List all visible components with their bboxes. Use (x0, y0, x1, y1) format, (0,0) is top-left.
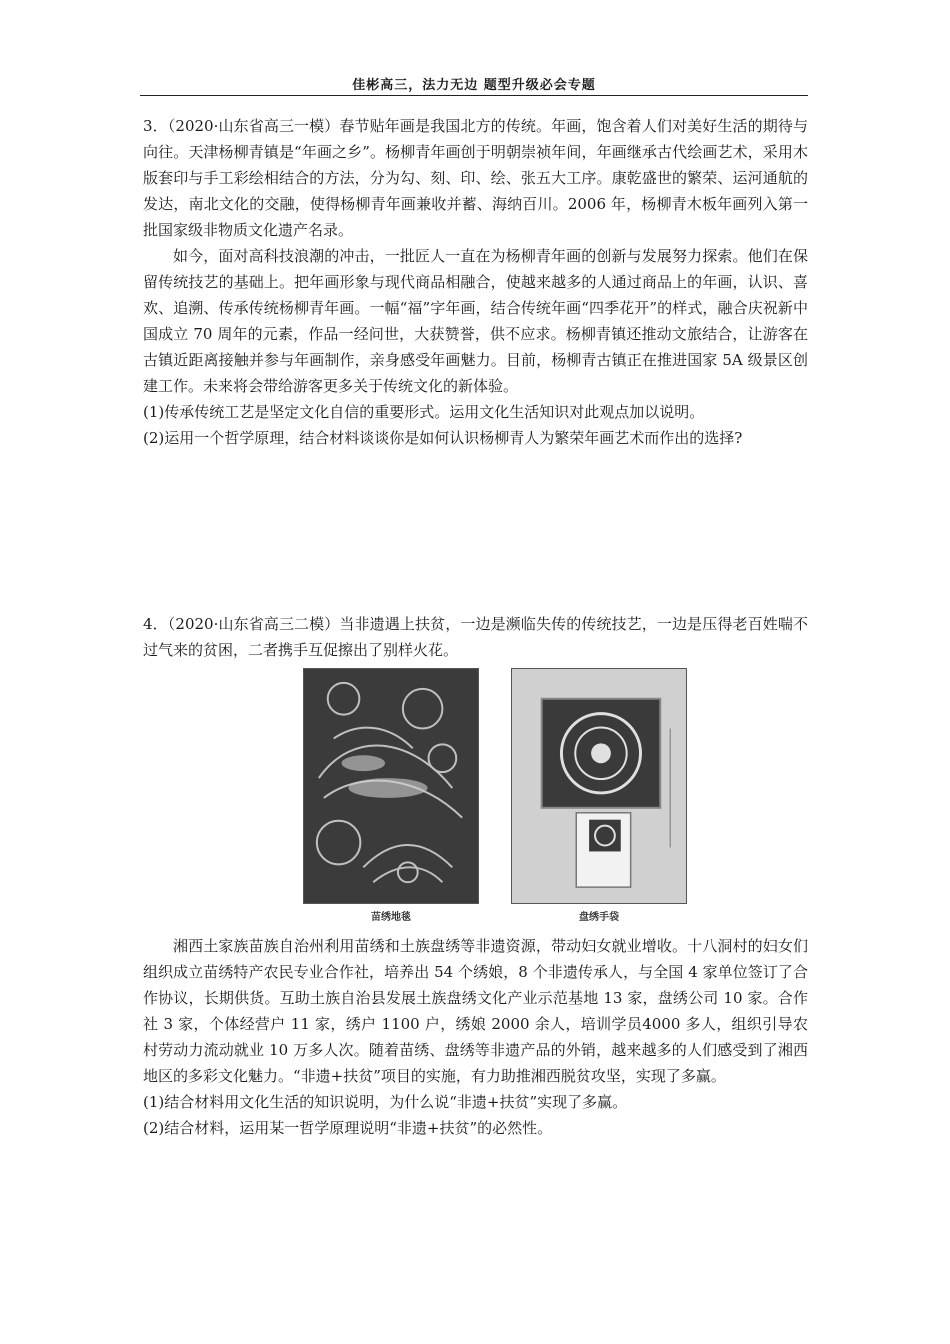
question-3 (143, 113, 808, 451)
miao-embroidery-carpet-image (303, 668, 479, 904)
coiled-embroidery-handbag-image (511, 668, 687, 904)
question-4-body (143, 933, 808, 1141)
q3-material-paragraph-2: 如今，面对高科技浪潮的冲击，一批匠人一直在为杨柳青年画的创新与发展努力探索。他们在保留传统技艺的基础上。把年画形象与现代商品相融合，使越来越多的人通过商品上的年画，认识、喜欢、追溯、传承传统杨柳青年画。一幅“福”字年画，结合传统年画“四季花开”的样式，融合庆祝新中国成立 70 周年的元素，作品一经问世，大获赞誉，供不应求。杨柳青镇还推动文旅结合，让游客在古镇近距离接触并参与年画制作，亲身感受年画魅力。目前，杨柳青古镇正在推进国家 5A 级景区创建工作。未来将会带给游客更多关于传统文化的新体验。 (143, 247, 808, 395)
carpet-caption: 苗绣地毯 (371, 912, 411, 923)
question-4-intro (143, 611, 808, 663)
q4-subquestion-1: (1)结合材料用文化生活的知识说明，为什么说“非遗+扶贫”实现了多赢。 (143, 1093, 628, 1111)
q3-material-paragraph-1: 3．（2020·山东省高三一模）春节贴年画是我国北方的传统。年画，饱含着人们对美好生活的期待与向往。天津杨柳青镇是“年画之乡”。杨柳青年画创于明朝崇祯年间，年画继承古代绘画艺术，采用木版套印与手工彩绘相结合的方法，分为勾、刻、印、绘、张五大工序。康乾盛世的繁荣、运河通航的发达，南北文化的交融，使得杨柳青年画兼收并蓄、海纳百川。2006 年，杨柳青木板年画列入第一批国家级非物质文化遗产名录。 (143, 117, 808, 239)
q4-material-paragraph-2: 湘西土家族苗族自治州利用苗绣和土族盘绣等非遗资源，带动妇女就业增收。十八洞村的妇女们组织成立苗绣特产农民专业合作社，培养出 54 个绣娘，8 个非遗传承人，与全国 4 家单位签订了合作协议，长期供货。互助土族自治县发展土族盘绣文化产业示范基地 13 家，盘绣公司 10 家。合作社 3 家，个体经营户 11 家，绣户 1100 户，绣娘 2000 余人，培训学员4000 多人，组织引导农村劳动力流动就业 10 万多人次。随着苗绣、盘绣等非遗产品的外销，越来越多的人们感受到了湘西地区的多彩文化魅力。“非遗+扶贫”项目的实施，有力助推湘西脱贫攻坚，实现了多赢。 (143, 937, 808, 1085)
page-header: 佳彬高三，法力无边 题型升级必会专题 (352, 78, 596, 93)
handbag-caption: 盘绣手袋 (579, 912, 619, 923)
q4-material-paragraph-1: 4．（2020·山东省高三二模）当非遗遇上扶贫，一边是濒临失传的传统技艺，一边是压得老百姓喘不过气来的贫困，二者携手互促擦出了别样火花。 (143, 615, 808, 659)
header-divider (140, 95, 808, 96)
q4-subquestion-2: (2)结合材料，运用某一哲学原理说明“非遗+扶贫”的必然性。 (143, 1119, 553, 1137)
q3-subquestion-2: (2)运用一个哲学原理，结合材料谈谈你是如何认识杨柳青人为繁荣年画艺术而作出的选择? (143, 429, 743, 447)
q3-subquestion-1: (1)传承传统工艺是坚定文化自信的重要形式。运用文化生活知识对此观点加以说明。 (143, 403, 705, 421)
